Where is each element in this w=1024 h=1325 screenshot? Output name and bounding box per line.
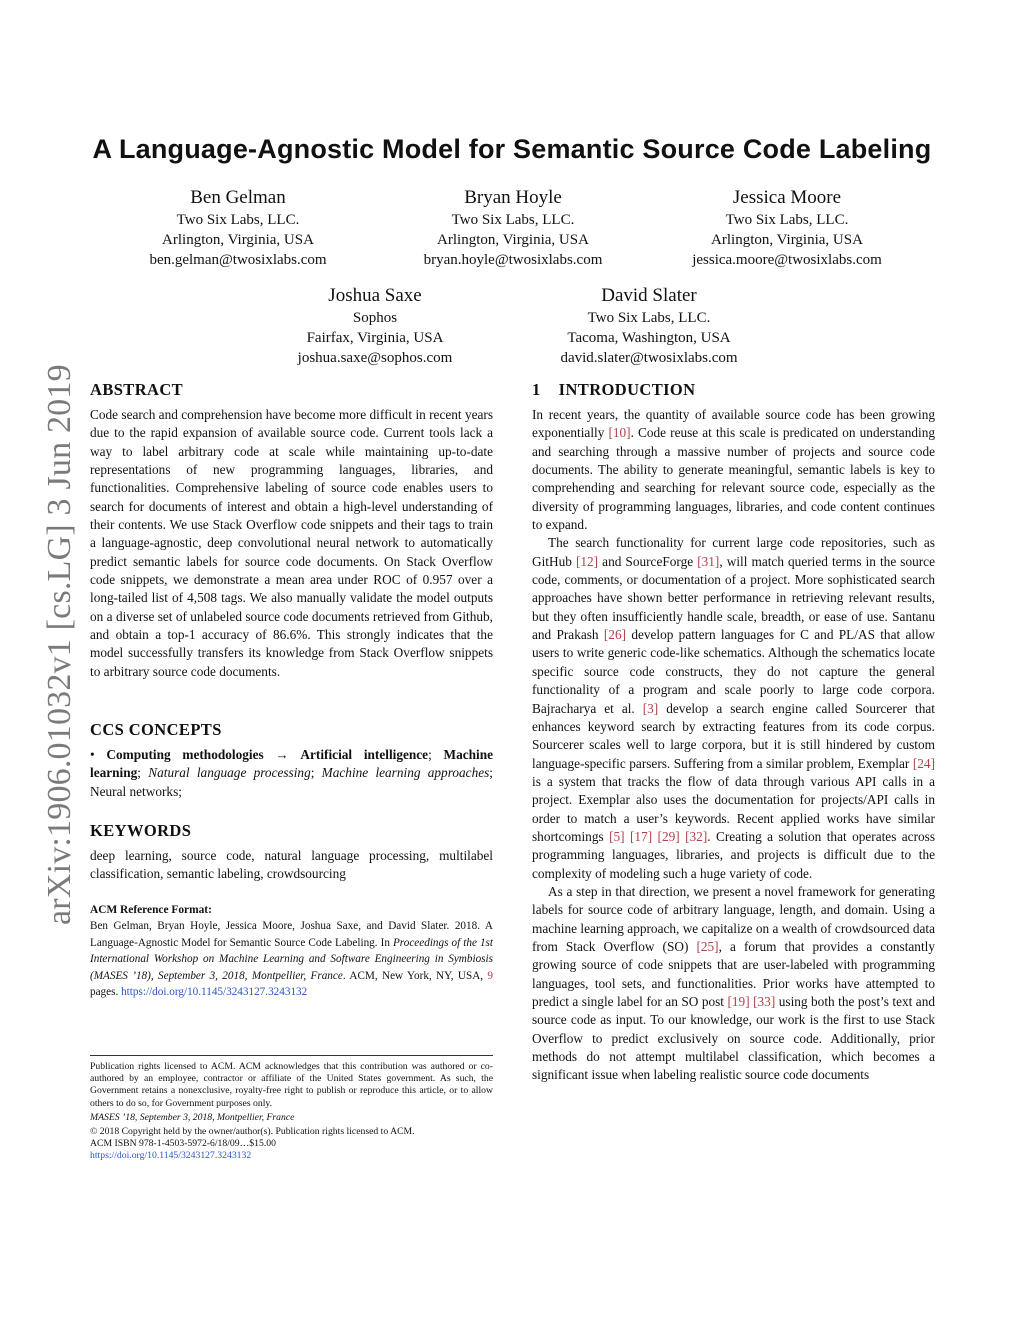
author-email[interactable]: bryan.hoyle@twosixlabs.com: [423, 252, 603, 268]
author-block-2: [383, 186, 643, 270]
abstract-section: [90, 380, 493, 681]
author-email[interactable]: joshua.saxe@sophos.com: [297, 350, 453, 366]
rights-notice: Publication rights licensed to ACM. ACM acknowledges that this contribution was authored or co-authored by an employee, contractor or affiliate of the United States government. As such, the Government retains a nonexclusive, royalty-free right to publish or reproduce this article, or to allow others to do so, for Government purposes only.: [90, 1061, 493, 1109]
acm-reference-label: ACM Reference Format:: [90, 904, 212, 916]
author-name: Joshua Saxe: [328, 285, 422, 306]
arxiv-identifier: arXiv:1906.01032v1 [cs.LG] 3 Jun 2019: [41, 364, 78, 925]
author-block-5: [519, 284, 779, 368]
ccs-text: • Computing methodologies → Artificial intelligence; Machine learning; Natural language processing; Machine learning approaches; Neural networks;: [90, 747, 494, 799]
venue-line: MASES ’18, September 3, 2018, Montpellier, France: [90, 1111, 295, 1123]
acm-reference-text: Ben Gelman, Bryan Hoyle, Jessica Moore, Joshua Saxe, and David Slater. 2018. A Language-Agnostic Model for Semantic Source Code Labeling. In Proceedings of the 1st International Workshop on Machine Learning and Software Engineering in Symbiosis (MASES ’18), September 3, 2018, Montpellier, France. ACM, New York, NY, USA, 9 pages. https://doi.org/10.1145/3243127.3243132: [90, 920, 494, 999]
citation[interactable]: [26]: [603, 627, 627, 643]
abstract-heading: ABSTRACT: [90, 380, 184, 399]
author-block-3: [657, 186, 917, 270]
ccs-concept: Machine learning: [90, 747, 494, 781]
isbn-line: ACM ISBN 978-1-4503-5972-6/18/09…$15.00: [90, 1138, 276, 1150]
citation[interactable]: [19]: [727, 994, 750, 1009]
introduction-body: [532, 406, 935, 1085]
ccs-section: [90, 720, 493, 801]
author-affiliation: Two Six Labs, LLC.: [451, 212, 575, 228]
author-location: Arlington, Virginia, USA: [437, 232, 589, 248]
author-email[interactable]: david.slater@twosixlabs.com: [560, 350, 738, 366]
author-affiliation: Two Six Labs, LLC.: [587, 310, 711, 326]
keywords-heading: KEYWORDS: [90, 821, 192, 840]
footnote-doi-link[interactable]: https://doi.org/10.1145/3243127.3243132: [90, 1150, 252, 1162]
citation[interactable]: [33]: [753, 994, 776, 1009]
introduction-heading: 1 INTRODUCTION: [532, 380, 696, 399]
author-affiliation: Sophos: [352, 310, 398, 326]
intro-paragraph-2: The search functionality for current large code repositories, such as GitHub [12] and SourceForge [31], will match queried terms in the source code, comments, or documentation of a project. More sophisticated search approaches have shown better performance in retrieving relevant results, but they often insufficiently handle scale, breadth, or ease of use. Santanu and Prakash [26] develop pattern languages for C and PL/AS that allow users to write generic code-like schematics. Although the schematics locate specific source code constructs, they do not capture the general functionality of a program and scale poorly to large code corpora. Bajracharya et al. [3] develop a search engine called Sourcerer that enhances keyword search by extracting features from its code corpus. Sourcerer scales well to large corpora, but it is still hindered by custom language-specific parsers. Suffering from a similar problem, Exemplar [24] is a system that tracks the flow of data through various API calls in a project. Exemplar also uses the documentation for projects/API calls in order to match a user’s keywords. Recent applied works have similar shortcomings [5] [17] [29] [32]. Creating a solution that operates across programming languages, libraries, and projects is difficult due to the complexity of modeling such a huge variety of code.: [532, 535, 936, 881]
footnote-block: [90, 1061, 493, 1163]
citation[interactable]: [10]: [608, 425, 631, 441]
doi-link[interactable]: https://doi.org/10.1145/3243127.3243132: [121, 986, 308, 999]
author-location: Tacoma, Washington, USA: [567, 330, 731, 346]
author-name: Jessica Moore: [732, 187, 842, 208]
acm-reference-format: [90, 902, 493, 1000]
citation[interactable]: [24]: [912, 755, 935, 771]
citation[interactable]: [32]: [685, 828, 708, 844]
ccs-concept: Machine learning approaches: [321, 765, 490, 781]
copyright-line: © 2018 Copyright held by the owner/author(s). Publication rights licensed to ACM.: [90, 1126, 415, 1138]
paper-title: A Language-Agnostic Model for Semantic Source Code Labeling: [92, 134, 932, 164]
intro-paragraph-1: In recent years, the quantity of available source code has been growing exponentially [10]. Code reuse at this scale is predicated on understanding and searching through a massive number of projects and source code documents. The ability to generate meaningful, semantic labels is key to comprehending and searching for relevant source code, especially as the diversity of programming languages, libraries, and code content continues to expand.: [532, 407, 935, 533]
citation[interactable]: [31]: [697, 553, 720, 569]
citation[interactable]: [5]: [609, 828, 625, 844]
ccs-heading: CCS CONCEPTS: [90, 720, 222, 739]
citation[interactable]: [17]: [629, 828, 653, 844]
author-block-1: [108, 186, 368, 270]
author-email[interactable]: jessica.moore@twosixlabs.com: [692, 252, 882, 268]
author-name: David Slater: [601, 285, 697, 306]
author-affiliation: Two Six Labs, LLC.: [176, 212, 300, 228]
citation[interactable]: [25]: [696, 938, 719, 954]
author-email[interactable]: ben.gelman@twosixlabs.com: [149, 252, 327, 268]
author-name: Ben Gelman: [190, 187, 286, 208]
author-name: Bryan Hoyle: [464, 187, 562, 208]
author-location: Fairfax, Virginia, USA: [306, 330, 444, 346]
footnote-divider: [90, 1055, 493, 1056]
ccs-concept: Computing methodologies: [106, 747, 264, 762]
citation[interactable]: [12]: [575, 553, 599, 569]
intro-paragraph-3: As a step in that direction, we present a novel framework for generating labels for source code of arbitrary language, length, and domain. Using a machine learning approach, we capitalize on a wealth of crowdsourced data from Stack Overflow (SO) [25], a forum that provides a constantly growing source of code snippets that are user-labeled with programming languages, tool sets, and functionalities. Prior works have attempted to predict a single label for an SO post [19] [33] using both the post’s text and source code as input. To our knowledge, our work is the first to use Stack Overflow to predict exclusively on source code. Additionally, prior methods do not attempt multilabel classification, which becomes a significant issue when labeling realistic source code documents: [532, 883, 936, 1083]
author-block-4: [245, 284, 505, 368]
author-location: Arlington, Virginia, USA: [711, 232, 863, 248]
ccs-concept: Artificial intelligence: [300, 747, 429, 762]
citation[interactable]: [29]: [657, 828, 680, 844]
introduction-section: [532, 380, 935, 1085]
abstract-text: Code search and comprehension have become more difficult in recent years due to the rapid expansion of available source code. Current tools lack a way to label arbitrary code at scale while maintaining up-to-date representations of new programming languages, libraries, and functionalities. Comprehensive labeling of source code enables users to search for documents of interest and obtain a high-level understanding of their contents. We use Stack Overflow code snippets and their tags to train a language-agnostic, deep convolutional neural network to automatically predict semantic labels for source code documents. On Stack Overflow code snippets, we demonstrate a mean area under ROC of 0.957 over a long-tailed list of 4,508 tags. We also manually validate the model outputs on a diverse set of unlabeled source code documents retrieved from Github, and obtain a top-1 accuracy of 86.6%. This strongly indicates that the model successfully transfers its knowledge from Stack Overflow snippets to arbitrary source code documents.: [90, 407, 493, 679]
keywords-text: deep learning, source code, natural language processing, multilabel classification, semantic labeling, crowdsourcing: [90, 848, 493, 882]
author-location: Arlington, Virginia, USA: [162, 232, 314, 248]
author-affiliation: Two Six Labs, LLC.: [725, 212, 849, 228]
ccs-concept: Natural language processing: [148, 765, 311, 781]
citation[interactable]: [3]: [642, 700, 659, 716]
keywords-section: [90, 821, 493, 884]
